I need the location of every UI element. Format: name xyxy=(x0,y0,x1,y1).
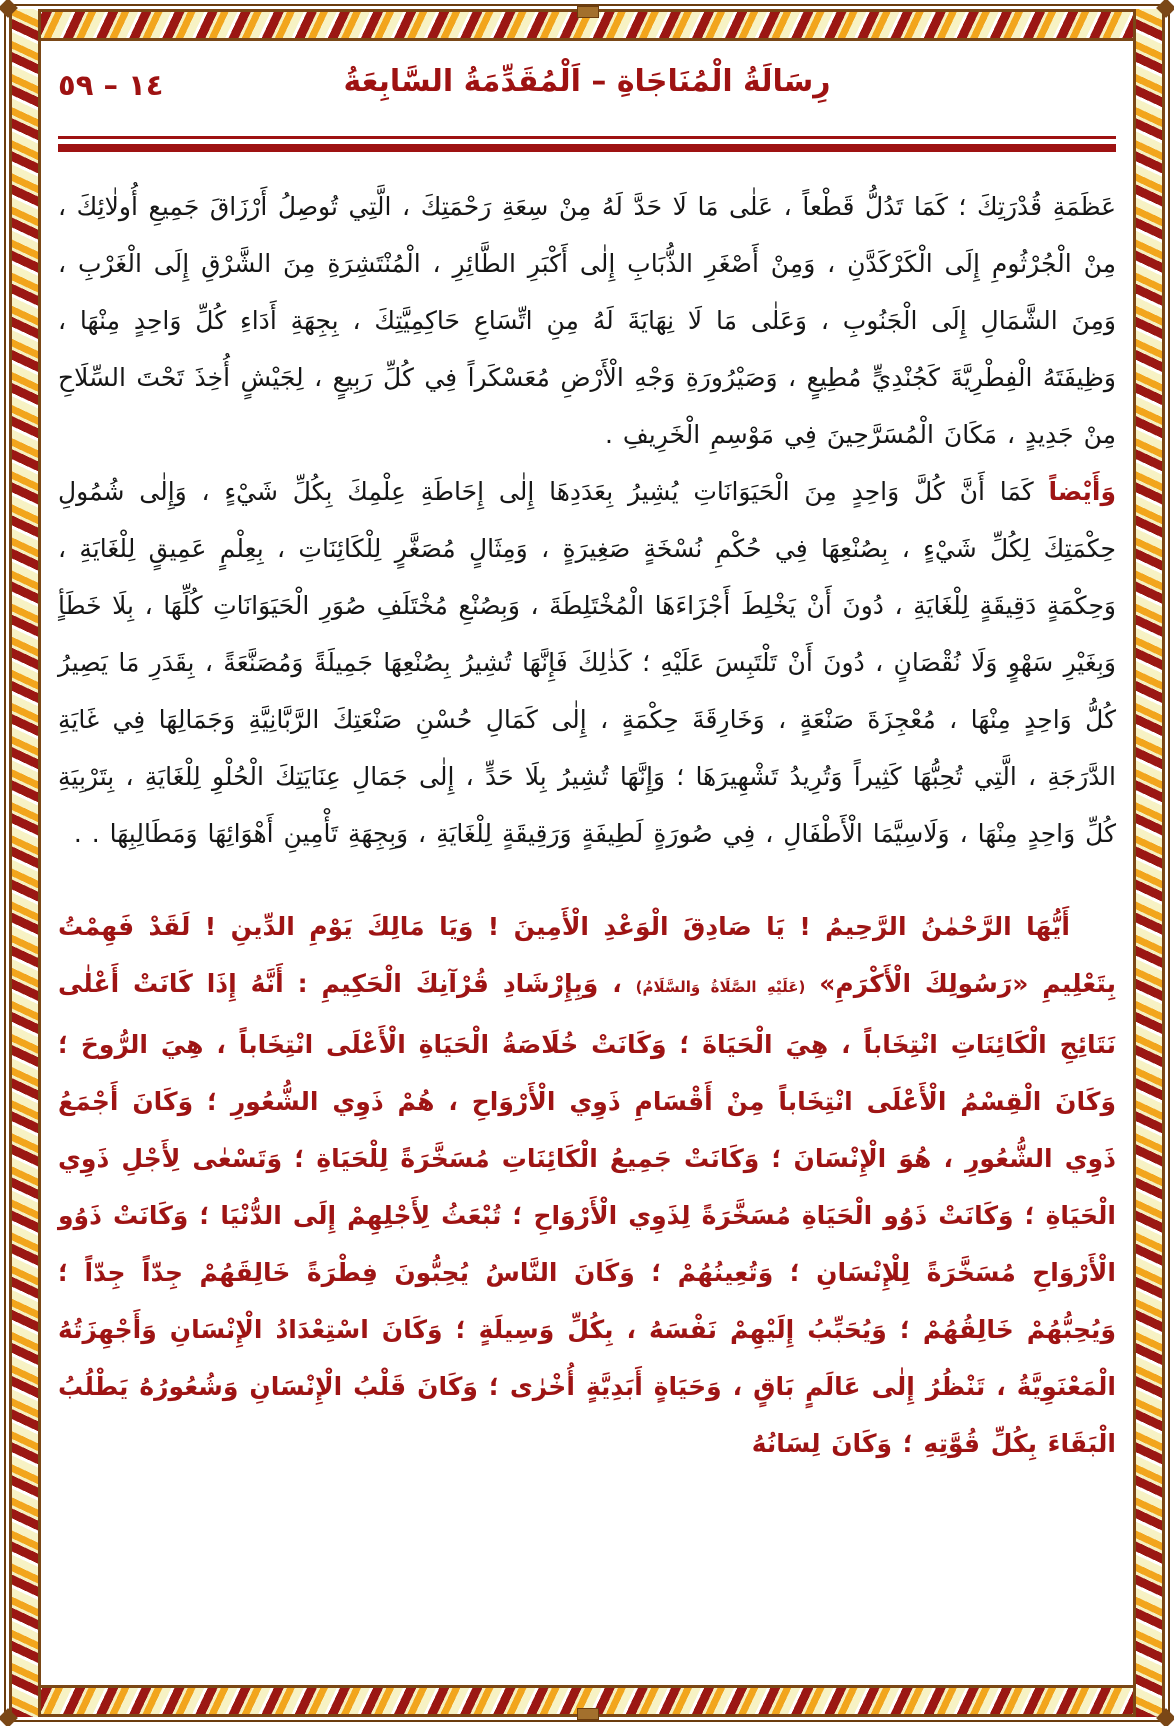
frame-corner-ornament xyxy=(0,0,18,18)
frame-corner-ornament xyxy=(0,1708,18,1726)
frame-center-tab xyxy=(577,1708,599,1720)
frame-border-top xyxy=(9,9,1165,41)
paragraph-1-text: عَظَمَةِ قُدْرَتِكَ ؛ كَمَا تَدُلُّ قَطْعاً ، عَلٰى مَا لَا حَدَّ لَهُ مِنْ سِعَةِ رَحْمَتِكَ ، الَّتِي تُوصِلُ أَرْزَاقَ جَمِيعِ أُولٰائِكَ ، مِنْ الْجُرْثُومِ إِلَى الْكَرْكَدَّنِ ، وَمِنْ أَصْغَرِ الذُّبَابِ إِلٰى أَكْبَرِ الطَّائِرِ ، الْمُنْتَشِرَةِ مِنَ الشَّرْقِ إِلَى الْغَرْبِ ، وَمِنَ الشَّمَالِ إِلَى الْجَنُوبِ ، وَعَلٰى مَا لَا نِهَايَةَ لَهُ مِنِ اتِّسَاعِ حَاكِمِيَّتِكَ ، بِجِهَةِ أَدَاءِ كُلِّ وَاحِدٍ مِنْهَا ، وَظِيفَتَهُ الْفِطْرِيَّةَ كَجُنْدِيٍّ مُطِيعٍ ، وَصَيْرُورَةِ وَجْهِ الْأَرْضِ مُعَسْكَراً فِي كُلِّ رَبِيعٍ ، لِجَيْشٍ أُخِذَ تَحْتَ السِّلَاحِ مِنْ جَدِيدٍ ، مَكَانَ الْمُسَرَّحِينَ فِي مَوْسِمِ الْخَرِيفِ . xyxy=(58,192,1116,449)
frame-corner-ornament xyxy=(1156,0,1174,18)
paragraph-also xyxy=(58,463,1116,862)
header-divider-thin-line xyxy=(58,136,1116,139)
header-divider xyxy=(58,136,1116,152)
page-content xyxy=(58,58,1116,1676)
page-number: ١٤ – ٥٩ xyxy=(58,68,164,102)
frame-border-right xyxy=(1133,9,1165,1717)
salawat-seal: (عَلَيْهِ الصَّلَاةُ وَالسَّلَامُ) xyxy=(635,978,806,996)
paragraph-3-text-after-seal: ، وَبِإِرْشَادِ قُرْآنِكَ الْحَكِيمِ : أَنَّهُ إِذَا كَانَتْ أَعْلٰى نَتَائِجِ الْكَائِنَاتِ انْتِخَاباً ، هِيَ الْحَيَاةَ ؛ وَكَانَتْ خُلَاصَةُ الْحَيَاةِ الْأَعْلَى انْتِخَاباً ، هِيَ الرُّوحَ ؛ وَكَانَ الْقِسْمُ الْأَعْلَى انْتِخَاباً مِنْ أَقْسَامِ ذَوِي الْأَرْوَاحِ ، هُمْ ذَوِي الشُّعُورِ ؛ وَكَانَ أَجْمَعُ ذَوِي الشُّعُورِ ، هُوَ الْإِنْسَانَ ؛ وَكَانَتْ جَمِيعُ الْكَائِنَاتِ مُسَخَّرَةً لِلْحَيَاةِ ؛ وَتَسْعٰى لِأَجْلِ ذَوِي الْحَيَاةِ ؛ وَكَانَتْ ذَوُو الْحَيَاةِ مُسَخَّرَةً لِذَوِي الْأَرْوَاحِ ؛ تُبْعَثُ لِأَجْلِهِمْ إِلَى الدُّنْيَا ؛ وَكَانَتْ ذَوُو الْأَرْوَاحِ مُسَخَّرَةً لِلْإِنْسَانِ ؛ وَتُعِينُهُمْ ؛ وَكَانَ النَّاسُ يُحِبُّونَ فِطْرَةً خَالِقَهُمْ جِدّاً جِدّاً ؛ وَيُحِبُّهُمْ خَالِقُهُمْ ؛ وَيُحَبِّبُ إِلَيْهِمْ نَفْسَهُ ، بِكُلِّ وَسِيلَةٍ ؛ وَكَانَ اسْتِعْدَادُ الْإِنْسَانِ وَأَجْهِزَتُهُ الْمَعْنَوِيَّةُ ، تَنْظُرُ إِلٰى عَالَمٍ بَاقٍ ، وَحَيَاةٍ أَبَدِيَّةٍ أُخْرٰى ؛ وَكَانَ قَلْبُ الْإِنْسَانِ وَشُعُورُهُ يَطْلُبُ الْبَقَاءَ بِكُلِّ قُوَّتِهِ ؛ وَكَانَ لِسَانُهُ xyxy=(58,969,1116,1458)
page-header xyxy=(58,58,1116,124)
frame-border-bottom xyxy=(9,1685,1165,1717)
frame-center-tab xyxy=(577,6,599,18)
paragraph-supplication xyxy=(58,898,1116,1472)
page-title: رِسَالَةُ الْمُنَاجَاةِ – اَلْمُقَدِّمَةُ السَّابِعَةُ xyxy=(343,64,831,99)
paragraph-continuation xyxy=(58,178,1116,463)
paragraph-2-lead-word: وَأَيْضاً xyxy=(1048,477,1116,506)
paragraph-3-text-before-seal: أَيُّهَا الرَّحْمٰنُ الرَّحِيمُ ! يَا صَادِقَ الْوَعْدِ الْأَمِينَ ! وَيَا مَالِكَ يَوْمِ الدِّينِ ! لَقَدْ فَهِمْتُ بِتَعْلِيمِ «رَسُولِكَ الْأَكْرَمِ» xyxy=(58,912,1117,998)
frame-border-left xyxy=(9,9,41,1717)
header-divider-thick-line xyxy=(58,144,1116,152)
paragraph-2-text: كَمَا أَنَّ كُلَّ وَاحِدٍ مِنَ الْحَيَوَانَاتِ يُشِيرُ بِعَدَدِهَا إِلٰى إِحَاطَةِ عِلْمِكَ بِكُلِّ شَيْءٍ ، وَإِلٰى شُمُولِ حِكْمَتِكَ لِكُلِّ شَيْءٍ ، بِصُنْعِهَا فِي حُكْمِ نُسْخَةٍ صَغِيرَةٍ ، وَمِثَالٍ مُصَغَّرٍ لِلْكَائِنَاتِ ، بِعِلْمٍ عَمِيقٍ لِلْغَايَةِ ، وَحِكْمَةٍ دَقِيقَةٍ لِلْغَايَةِ ، دُونَ أَنْ يَخْلِطَ أَجْزَاءَهَا الْمُخْتَلِطَةَ ، وَبِصُنْعِ مُخْتَلَفِ صُوَرِ الْحَيَوَانَاتِ كُلِّهَا ، بِلَا خَطَأٍ وَبِغَيْرِ سَهْوٍ وَلَا نُقْصَانٍ ، دُونَ أَنْ تَلْتَبِسَ عَلَيْهِ ؛ كَذٰلِكَ فَإِنَّهَا تُشِيرُ بِصُنْعِهَا جَمِيلَةً وَمُصَنَّعَةً ، بِقَدَرِ مَا يَصِيرُ كُلُّ وَاحِدٍ مِنْهَا ، مُعْجِزَةَ صَنْعَةٍ ، وَخَارِقَةَ حِكْمَةٍ ، إِلٰى كَمَالِ حُسْنِ صَنْعَتِكَ الرَّبَّانِيَّةِ وَجَمَالِهَا فِي غَايَةِ الدَّرَجَةِ ، الَّتِي تُحِبُّهَا كَثِيراً وَتُرِيدُ تَشْهِيرَهَا ؛ وَإِنَّهَا تُشِيرُ بِلَا حَدٍّ ، إِلٰى جَمَالِ عِنَايَتِكَ الْحُلْوِ لِلْغَايَةِ ، بِتَرْبِيَةِ كُلِّ وَاحِدٍ مِنْهَا ، وَلَاسِيَّمَا الْأَطْفَالِ ، فِي صُورَةٍ لَطِيفَةٍ وَرَقِيقَةٍ لِلْغَايَةِ ، وَبِجِهَةِ تَأْمِينِ أَهْوَائِهَا وَمَطَالِبِهَا . . xyxy=(58,477,1116,848)
frame-corner-ornament xyxy=(1156,1708,1174,1726)
